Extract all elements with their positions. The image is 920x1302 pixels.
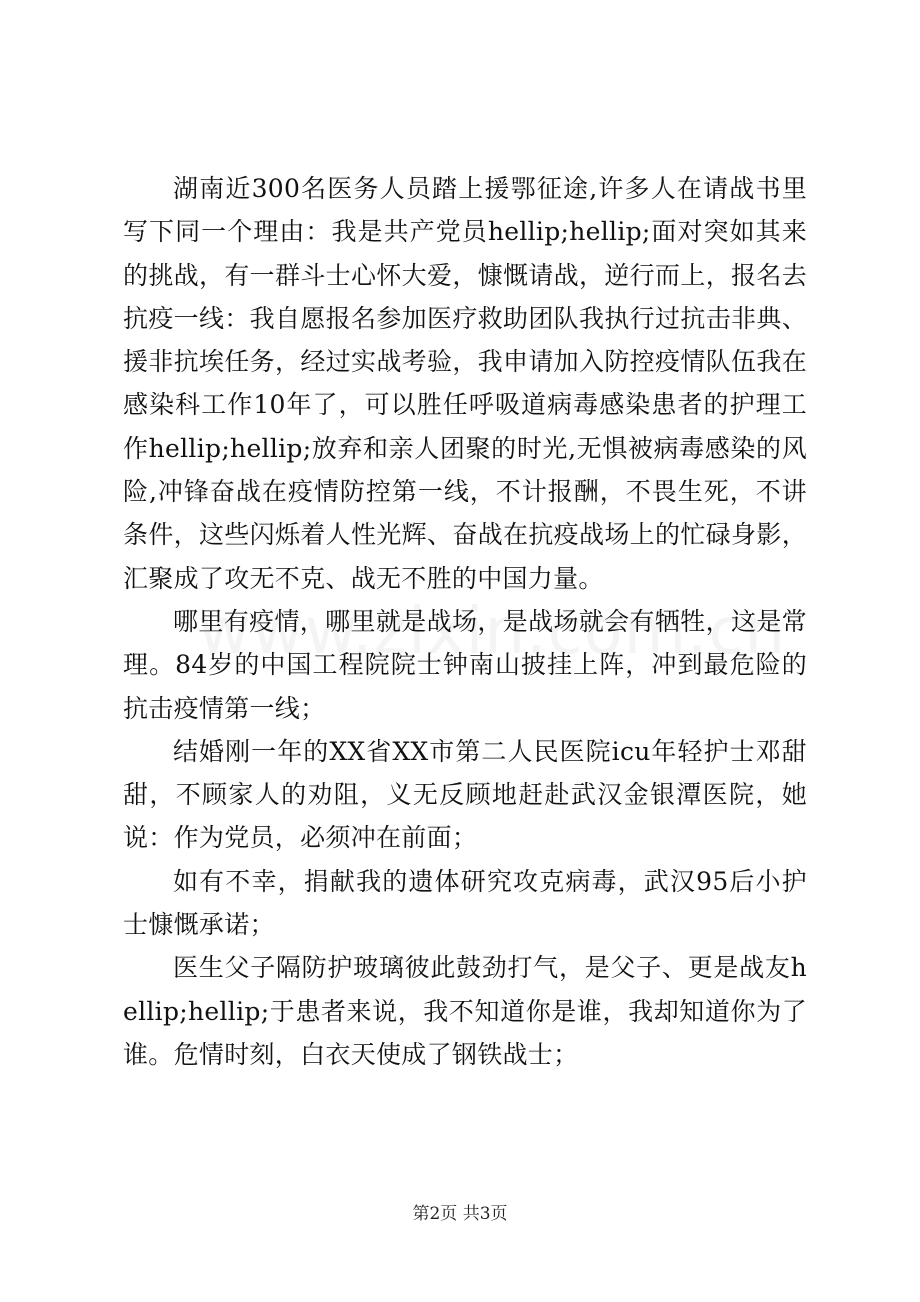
paragraph-4: 如有不幸，捐献我的遗体研究攻克病毒，武汉95后小护士慷慨承诺； (123, 866, 807, 940)
page-number-footer: 第2页 共3页 (412, 1204, 508, 1224)
paragraph-1: 湖南近300名医务人员踏上援鄂征途,许多人在请战书里写下同一个理由：我是共产党员hellip;hellip;面对突如其来的挑战，有一群斗士心怀大爱，慷慨请战，逆行而上，报名去抗疫一线：我自愿报名参加医疗救助团队我执行过抗击非典、援非抗埃任务，经过实战考验，我申请加入防控疫情队伍我在感染科工作10年了，可以胜任呼吸道病毒感染患者的护理工作hellip;hellip;放弃和亲人团聚的时光,无惧被病毒感染的风险,冲锋奋战在疫情防控第一线，不计报酬，不畏生死，不讲条件，这些闪烁着人性光辉、奋战在抗疫战场上的忙碌身影，汇聚成了攻无不克、战无不胜的中国力量。 (123, 174, 807, 593)
paragraph-3: 结婚刚一年的XX省XX市第二人民医院icu年轻护士邓甜甜，不顾家人的劝阻，义无反顾地赶赴武汉金银潭医院，她说：作为党员，必须冲在前面； (123, 736, 807, 853)
paragraph-5: 医生父子隔防护玻璃彼此鼓劲打气，是父子、更是战友hellip;hellip;于患者来说，我不知道你是谁，我却知道你为了谁。危情时刻，白衣天使成了钢铁战士； (123, 953, 807, 1069)
document-body (123, 167, 807, 1076)
paragraph-2: 哪里有疫情，哪里就是战场，是战场就会有牺牲，这是常理。84岁的中国工程院院士钟南山披挂上阵，冲到最危险的抗击疫情第一线； (123, 606, 807, 723)
